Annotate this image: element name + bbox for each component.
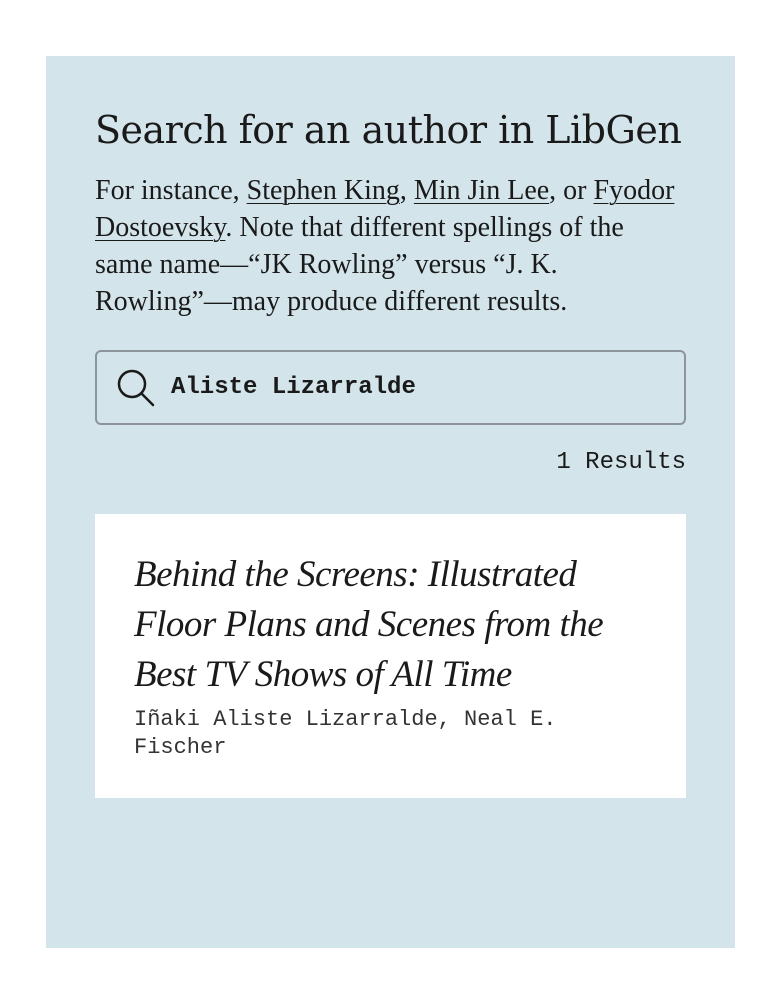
example-link-stephen-king[interactable]: Stephen King (246, 175, 400, 206)
intro-prefix: For instance, (95, 175, 247, 206)
intro-suffix: . Note that different spellings of the same name—“JK Rowling” versus “J. K. Rowling”—may produce different results. (95, 212, 624, 317)
search-box[interactable] (95, 350, 686, 425)
search-panel (46, 56, 735, 948)
example-link-min-jin-lee[interactable]: Min Jin Lee (413, 175, 550, 206)
intro-separator: , or (549, 175, 594, 206)
result-title[interactable]: Behind the Screens: Illustrated Floor Plans and Scenes from the Best TV Shows of All Time (134, 554, 604, 695)
result-authors: Iñaki Aliste Lizarralde, Neal E. Fischer (134, 707, 557, 760)
result-card[interactable] (95, 514, 686, 798)
results-count: 1 Results (556, 449, 686, 476)
example-link-fyodor-dostoevsky[interactable]: Fyodor Dostoevsky (95, 175, 675, 243)
search-icon (115, 367, 157, 409)
intro-separator: , (399, 175, 414, 206)
search-input[interactable] (171, 368, 684, 408)
intro-text (95, 172, 686, 320)
page-title: Search for an author in LibGen (95, 108, 682, 152)
